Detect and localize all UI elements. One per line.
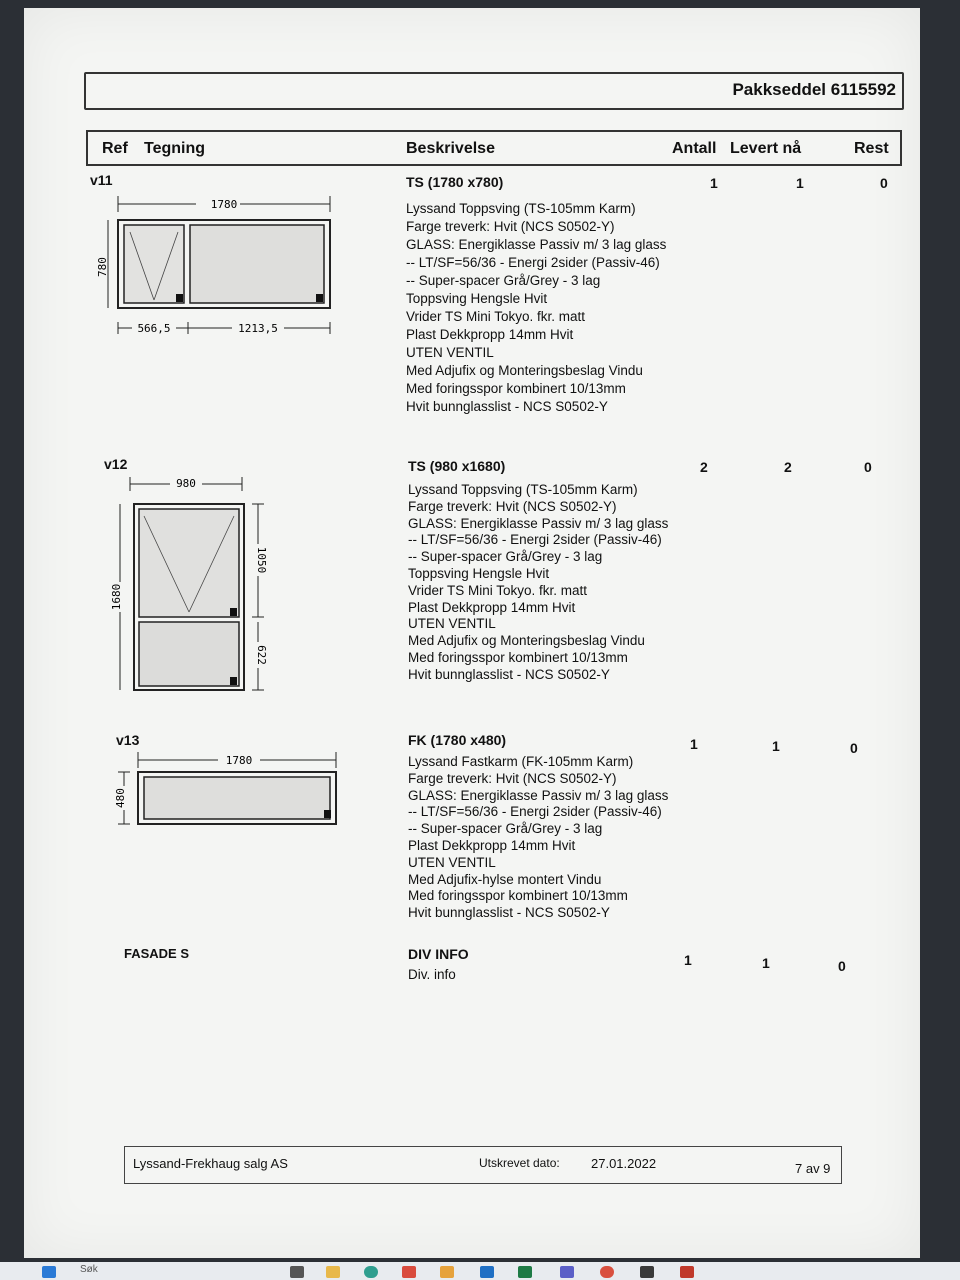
- item-quantity: 1: [690, 736, 698, 752]
- description-line: -- Super-spacer Grå/Grey - 3 lag: [408, 549, 603, 565]
- dim-height: 780: [96, 257, 109, 277]
- dim-right: 1213,5: [238, 322, 278, 335]
- description-line: Plast Dekkpropp 14mm Hvit: [406, 327, 574, 342]
- description-line: Med Adjufix og Monteringsbeslag Vindu: [406, 363, 643, 378]
- description-line: Hvit bunnglasslist - NCS S0502-Y: [408, 905, 610, 921]
- description-line: Vrider TS Mini Tokyo. fkr. matt: [406, 309, 586, 324]
- description-line: Vrider TS Mini Tokyo. fkr. matt: [408, 582, 588, 598]
- description-line: Farge treverk: Hvit (NCS S0502-Y): [408, 498, 617, 514]
- file-explorer-icon[interactable]: [326, 1266, 340, 1278]
- description-line: UTEN VENTIL: [408, 616, 496, 632]
- dim-width: 1780: [210, 198, 238, 211]
- description-line: Hvit bunnglasslist - NCS S0502-Y: [408, 666, 610, 682]
- item-quantity: 2: [700, 459, 708, 475]
- window-drawing-v11: [96, 192, 336, 342]
- document-header: [84, 72, 904, 110]
- dim-left: 566,5: [137, 322, 171, 335]
- item-description: [408, 754, 668, 922]
- description-line: Toppsving Hengsle Hvit: [408, 565, 550, 581]
- col-drawing: Tegning: [144, 140, 206, 157]
- description-line: Plast Dekkpropp 14mm Hvit: [408, 837, 576, 853]
- item-ref: v12: [104, 456, 128, 472]
- footer-printed-date: 27.01.2022: [591, 1156, 657, 1171]
- edge-browser-icon[interactable]: [364, 1266, 378, 1278]
- item-remaining: 0: [864, 459, 872, 475]
- item-delivered: 2: [784, 459, 792, 475]
- app-icon[interactable]: [680, 1266, 694, 1278]
- dim-lower: 622: [255, 645, 268, 665]
- app-icon[interactable]: [440, 1266, 454, 1278]
- item-title: TS (980 x1680): [408, 458, 506, 474]
- description-line: UTEN VENTIL: [406, 345, 494, 360]
- item-delivered: 1: [796, 175, 804, 191]
- description-line: Med foringsspor kombinert 10/13mm: [408, 649, 628, 665]
- description-line: Med Adjufix og Monteringsbeslag Vindu: [408, 633, 645, 649]
- item-description: [408, 482, 668, 684]
- footer-page: 7 av 9: [795, 1161, 831, 1176]
- description-line: Lyssand Toppsving (TS-105mm Karm): [406, 201, 636, 216]
- col-remaining: Rest: [854, 140, 889, 157]
- item-description: [406, 200, 666, 416]
- item-ref: v11: [90, 172, 113, 188]
- item-quantity: 1: [684, 952, 692, 968]
- col-delivered: Levert nå: [730, 140, 802, 157]
- item-title: TS (1780 x780): [406, 174, 504, 190]
- windows-start-icon[interactable]: [42, 1266, 56, 1278]
- window-drawing-v13: [112, 748, 344, 830]
- document-footer: [124, 1146, 842, 1184]
- item-quantity: 1: [710, 175, 718, 191]
- item-remaining: 0: [838, 958, 846, 974]
- col-description: Beskrivelse: [406, 140, 495, 157]
- taskbar-search[interactable]: Søk: [80, 1264, 98, 1275]
- dim-height: 480: [114, 788, 127, 808]
- description-line: Hvit bunnglasslist - NCS S0502-Y: [406, 399, 608, 414]
- item-title: DIV INFO: [408, 946, 469, 962]
- dim-height: 1680: [110, 583, 123, 611]
- window-drawing-v12: [106, 474, 276, 694]
- dim-width: 1780: [225, 754, 253, 767]
- excel-icon[interactable]: [518, 1266, 532, 1278]
- chrome-icon[interactable]: [600, 1266, 614, 1278]
- description-line: GLASS: Energiklasse Passiv m/ 3 lag glass: [408, 787, 669, 803]
- app-icon[interactable]: [402, 1266, 416, 1278]
- item-ref: v13: [116, 732, 140, 748]
- description-line: -- LT/SF=56/36 - Energi 2sider (Passiv-46): [406, 255, 660, 270]
- description-line: -- LT/SF=56/36 - Energi 2sider (Passiv-46): [408, 532, 662, 548]
- description-line: Toppsving Hengsle Hvit: [406, 291, 548, 306]
- description-line: Farge treverk: Hvit (NCS S0502-Y): [408, 770, 617, 786]
- description-line: -- LT/SF=56/36 - Energi 2sider (Passiv-46): [408, 804, 662, 820]
- footer-company: Lyssand-Frekhaug salg AS: [133, 1156, 288, 1171]
- description-line: Med Adjufix-hylse montert Vindu: [408, 871, 602, 887]
- description-line: GLASS: Energiklasse Passiv m/ 3 lag glass: [408, 515, 669, 531]
- description-line: Lyssand Fastkarm (FK-105mm Karm): [408, 754, 634, 769]
- task-view-icon[interactable]: [290, 1266, 304, 1278]
- description-line: Div. info: [408, 967, 456, 982]
- description-line: -- Super-spacer Grå/Grey - 3 lag: [406, 273, 601, 288]
- teams-icon[interactable]: [560, 1266, 574, 1278]
- item-delivered: 1: [772, 738, 780, 754]
- description-line: -- Super-spacer Grå/Grey - 3 lag: [408, 821, 603, 837]
- item-delivered: 1: [762, 955, 770, 971]
- taskbar: [0, 1262, 960, 1280]
- description-line: GLASS: Energiklasse Passiv m/ 3 lag glass: [406, 237, 667, 252]
- app-icon[interactable]: [640, 1266, 654, 1278]
- item-ref: FASADE S: [124, 946, 190, 961]
- col-quantity: Antall: [672, 140, 717, 157]
- document-title: Pakkseddel 6115592: [732, 80, 896, 99]
- description-line: Farge treverk: Hvit (NCS S0502-Y): [406, 219, 615, 234]
- item-title: FK (1780 x480): [408, 732, 507, 748]
- description-line: Lyssand Toppsving (TS-105mm Karm): [408, 482, 638, 497]
- dim-width: 980: [176, 477, 196, 490]
- description-line: Med foringsspor kombinert 10/13mm: [408, 888, 628, 904]
- footer-printed-label: Utskrevet dato:: [479, 1156, 560, 1170]
- outlook-icon[interactable]: [480, 1266, 494, 1278]
- item-remaining: 0: [880, 175, 888, 191]
- description-line: Plast Dekkpropp 14mm Hvit: [408, 599, 576, 615]
- description-line: UTEN VENTIL: [408, 854, 496, 870]
- description-line: Med foringsspor kombinert 10/13mm: [406, 381, 626, 396]
- table-header: [86, 130, 902, 166]
- dim-upper: 1050: [255, 546, 268, 574]
- item-remaining: 0: [850, 740, 858, 756]
- col-ref: Ref: [102, 140, 128, 157]
- item-description: [408, 966, 456, 984]
